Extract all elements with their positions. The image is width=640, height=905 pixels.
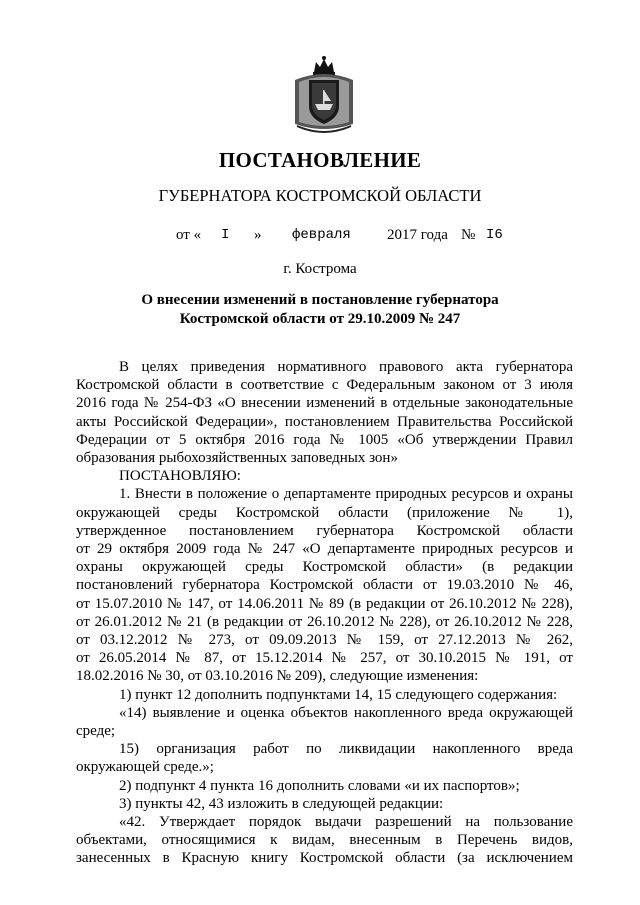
body-line: от 26.01.2012 № 21 (в редакции от 26.10.2012 № 228), от 26.10.2012 № 228,	[76, 613, 573, 630]
body-line: В целях приведения нормативного правового акта губернатора	[119, 359, 573, 375]
body-line: 15) организация работ по ликвидации накопленного вреда	[119, 741, 573, 758]
city: г. Кострома	[283, 261, 357, 277]
body-line: «14) выявление и оценка объектов накопленного вреда окружающей	[119, 704, 573, 721]
body-line: утвержденное постановлением губернатора Костромской области	[76, 522, 573, 539]
body-line: окружающей среды Костромской области (приложение № 1),	[76, 504, 573, 521]
body-line: занесенных в Красную книгу Костромской области (за исключением	[76, 850, 573, 867]
body-line: от 15.07.2010 № 147, от 14.06.2011 № 89 (в редакции от 26.10.2012 № 228),	[76, 595, 573, 612]
document-heading	[0, 291, 640, 329]
body-line: ПОСТАНОВЛЯЮ:	[119, 468, 241, 485]
body-line: от 26.05.2014 № 87, от 15.12.2014 № 257, от 30.10.2015 № 191, от	[76, 650, 573, 667]
date-year: 2017 года	[387, 227, 448, 243]
body-line: 1) пункт 12 дополнить подпунктами 14, 15 следующего содержания:	[119, 686, 558, 703]
heading-line: О внесении изменений в постановление губернатора	[141, 292, 499, 308]
date-day: I	[221, 227, 230, 243]
body-line: образования рыбохозяйственных заповедных зон»	[76, 450, 398, 467]
date-prefix: от «	[176, 227, 202, 243]
body-line: объектами, относящимися к видам, внесенным в Перечень видов,	[76, 832, 573, 849]
number-sign: №	[461, 227, 476, 243]
date-month: февраля	[292, 227, 351, 243]
document-body	[76, 358, 573, 868]
body-line: 18.02.2016 № 30, от 03.10.2016 № 209), следующие изменения:	[76, 668, 479, 685]
body-line: акты Российской Федерации», постановлением Правительства Российской	[76, 413, 573, 430]
body-line: 2016 года № 254-ФЗ «О внесении изменений в отдельные законодательные	[76, 395, 573, 412]
body-line: Федерации от 5 октября 2016 года № 1005 «Об утверждении Правил	[76, 431, 573, 448]
coat-of-arms-emblem	[287, 54, 361, 136]
body-line: охраны окружающей среды Костромской области» (в редакции	[76, 559, 573, 576]
body-line: 3) пункты 42, 43 изложить в следующей редакции:	[119, 795, 444, 812]
body-line: Костромской области в соответствие с Федеральным законом от 3 июля	[76, 377, 573, 394]
date-close-quote: »	[254, 227, 262, 243]
body-line: постановлений губернатора Костромской области от 19.03.2010 № 46,	[76, 577, 573, 594]
body-line: окружающей среде.»;	[76, 759, 214, 776]
body-line: «42. Утверждает порядок выдачи разрешений на пользование	[119, 814, 573, 831]
body-line: от 29 октября 2009 года № 247 «О департаменте природных ресурсов и	[76, 541, 573, 558]
body-line: от 03.12.2012 № 273, от 09.09.2013 № 159, от 27.12.2013 № 262,	[76, 632, 573, 649]
document-number: I6	[486, 227, 503, 243]
issuer-title: ГУБЕРНАТОРА КОСТРОМСКОЙ ОБЛАСТИ	[158, 186, 482, 205]
body-line: 1. Внести в положение о департаменте природных ресурсов и охраны	[119, 486, 573, 503]
document-title: ПОСТАНОВЛЕНИЕ	[218, 148, 422, 172]
body-line: среде;	[76, 723, 116, 740]
date-line	[0, 227, 640, 247]
heading-line: Костромской области от 29.10.2009 № 247	[179, 311, 461, 327]
body-line: 2) подпункт 4 пункта 16 дополнить словами «и их паспортов»;	[119, 777, 520, 794]
